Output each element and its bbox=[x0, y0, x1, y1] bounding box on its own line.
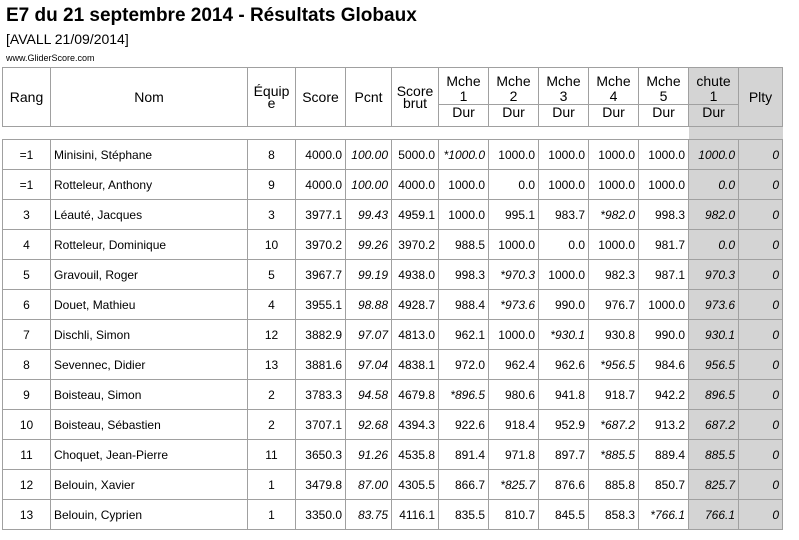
cell-mche-4: 982.3 bbox=[589, 260, 639, 290]
cell-nom: Minisini, Stéphane bbox=[51, 140, 248, 170]
cell-mche-3: 952.9 bbox=[539, 410, 589, 440]
cell-plty: 0 bbox=[739, 320, 783, 350]
cell-pcnt: 99.26 bbox=[346, 230, 392, 260]
cell-score-brut: 3970.2 bbox=[392, 230, 439, 260]
cell-mche-5: 1000.0 bbox=[639, 140, 689, 170]
cell-mche-5: 981.7 bbox=[639, 230, 689, 260]
cell-score-brut: 4394.3 bbox=[392, 410, 439, 440]
cell-equipe: 9 bbox=[248, 170, 296, 200]
cell-mche-3: 941.8 bbox=[539, 380, 589, 410]
cell-mche-1: *896.5 bbox=[439, 380, 489, 410]
cell-mche-4: 918.7 bbox=[589, 380, 639, 410]
cell-nom: Boisteau, Simon bbox=[51, 380, 248, 410]
cell-score: 3650.3 bbox=[296, 440, 346, 470]
table-row bbox=[3, 170, 783, 200]
cell-chute-1: 766.1 bbox=[689, 500, 739, 530]
cell-equipe: 2 bbox=[248, 410, 296, 440]
cell-mche-2: 971.8 bbox=[489, 440, 539, 470]
col-header-mche-4: Mche 4 Dur bbox=[589, 68, 639, 127]
col-header-mche-2: Mche 2 Dur bbox=[489, 68, 539, 127]
cell-score: 3783.3 bbox=[296, 380, 346, 410]
col-header-chute-1: chute 1 Dur bbox=[689, 68, 739, 127]
col-header-nom: Nom bbox=[51, 68, 248, 127]
cell-mche-3: 1000.0 bbox=[539, 170, 589, 200]
cell-mche-1: 1000.0 bbox=[439, 200, 489, 230]
cell-mche-3: 845.5 bbox=[539, 500, 589, 530]
cell-plty: 0 bbox=[739, 350, 783, 380]
cell-mche-3: 983.7 bbox=[539, 200, 589, 230]
cell-plty: 0 bbox=[739, 260, 783, 290]
cell-mche-5: 1000.0 bbox=[639, 170, 689, 200]
site-url: www.GliderScore.com bbox=[6, 53, 95, 63]
cell-rang: =1 bbox=[3, 140, 51, 170]
table-row bbox=[3, 410, 783, 440]
cell-nom: Choquet, Jean-Pierre bbox=[51, 440, 248, 470]
col-header-score: Score bbox=[296, 68, 346, 127]
cell-nom: Douet, Mathieu bbox=[51, 290, 248, 320]
cell-score-brut: 4000.0 bbox=[392, 170, 439, 200]
cell-mche-5: 942.2 bbox=[639, 380, 689, 410]
spacer-row bbox=[3, 127, 783, 140]
cell-mche-1: 1000.0 bbox=[439, 170, 489, 200]
cell-pcnt: 92.68 bbox=[346, 410, 392, 440]
col-header-mche-5: Mche 5 Dur bbox=[639, 68, 689, 127]
cell-chute-1: 973.6 bbox=[689, 290, 739, 320]
cell-pcnt: 99.43 bbox=[346, 200, 392, 230]
cell-mche-2: *970.3 bbox=[489, 260, 539, 290]
cell-mche-5: 913.2 bbox=[639, 410, 689, 440]
cell-mche-4: 930.8 bbox=[589, 320, 639, 350]
cell-pcnt: 97.07 bbox=[346, 320, 392, 350]
cell-plty: 0 bbox=[739, 290, 783, 320]
col-header-plty: Plty bbox=[739, 68, 783, 127]
cell-rang: 12 bbox=[3, 470, 51, 500]
cell-mche-4: *885.5 bbox=[589, 440, 639, 470]
cell-plty: 0 bbox=[739, 500, 783, 530]
cell-equipe: 1 bbox=[248, 470, 296, 500]
cell-mche-4: 976.7 bbox=[589, 290, 639, 320]
cell-mche-4: *982.0 bbox=[589, 200, 639, 230]
cell-equipe: 2 bbox=[248, 380, 296, 410]
cell-mche-1: 922.6 bbox=[439, 410, 489, 440]
cell-mche-1: 998.3 bbox=[439, 260, 489, 290]
col-header-mche-3: Mche 3 Dur bbox=[539, 68, 589, 127]
cell-equipe: 13 bbox=[248, 350, 296, 380]
table-row bbox=[3, 140, 783, 170]
table-header-row bbox=[3, 68, 783, 127]
cell-nom: Belouin, Xavier bbox=[51, 470, 248, 500]
cell-plty: 0 bbox=[739, 200, 783, 230]
cell-mche-3: *930.1 bbox=[539, 320, 589, 350]
cell-chute-1: 982.0 bbox=[689, 200, 739, 230]
cell-rang: 7 bbox=[3, 320, 51, 350]
cell-chute-1: 970.3 bbox=[689, 260, 739, 290]
cell-mche-1: 891.4 bbox=[439, 440, 489, 470]
cell-equipe: 3 bbox=[248, 200, 296, 230]
cell-score-brut: 4305.5 bbox=[392, 470, 439, 500]
event-code: [AVALL 21/09/2014] bbox=[6, 31, 129, 47]
cell-nom: Belouin, Cyprien bbox=[51, 500, 248, 530]
cell-mche-3: 876.6 bbox=[539, 470, 589, 500]
cell-pcnt: 100.00 bbox=[346, 140, 392, 170]
table-row bbox=[3, 500, 783, 530]
cell-score-brut: 5000.0 bbox=[392, 140, 439, 170]
cell-equipe: 12 bbox=[248, 320, 296, 350]
table-row bbox=[3, 290, 783, 320]
cell-score: 3977.1 bbox=[296, 200, 346, 230]
cell-rang: 9 bbox=[3, 380, 51, 410]
cell-pcnt: 98.88 bbox=[346, 290, 392, 320]
cell-score-brut: 4679.8 bbox=[392, 380, 439, 410]
col-header-equipe: Équipe bbox=[248, 68, 296, 127]
cell-mche-5: 984.6 bbox=[639, 350, 689, 380]
cell-equipe: 10 bbox=[248, 230, 296, 260]
cell-plty: 0 bbox=[739, 440, 783, 470]
cell-nom: Gravouil, Roger bbox=[51, 260, 248, 290]
cell-score: 3881.6 bbox=[296, 350, 346, 380]
col-header-mche-1: Mche 1 Dur bbox=[439, 68, 489, 127]
table-row bbox=[3, 200, 783, 230]
cell-mche-2: 918.4 bbox=[489, 410, 539, 440]
cell-chute-1: 896.5 bbox=[689, 380, 739, 410]
cell-mche-4: 858.3 bbox=[589, 500, 639, 530]
cell-rang: 10 bbox=[3, 410, 51, 440]
cell-chute-1: 687.2 bbox=[689, 410, 739, 440]
cell-mche-5: 1000.0 bbox=[639, 290, 689, 320]
cell-score: 3350.0 bbox=[296, 500, 346, 530]
cell-mche-4: *956.5 bbox=[589, 350, 639, 380]
cell-mche-5: 889.4 bbox=[639, 440, 689, 470]
cell-pcnt: 83.75 bbox=[346, 500, 392, 530]
cell-mche-1: 866.7 bbox=[439, 470, 489, 500]
cell-chute-1: 1000.0 bbox=[689, 140, 739, 170]
cell-mche-2: 995.1 bbox=[489, 200, 539, 230]
cell-chute-1: 930.1 bbox=[689, 320, 739, 350]
cell-mche-1: 988.5 bbox=[439, 230, 489, 260]
cell-mche-2: 810.7 bbox=[489, 500, 539, 530]
cell-mche-3: 990.0 bbox=[539, 290, 589, 320]
cell-mche-4: 1000.0 bbox=[589, 170, 639, 200]
cell-score: 3955.1 bbox=[296, 290, 346, 320]
cell-score: 4000.0 bbox=[296, 140, 346, 170]
cell-mche-2: *973.6 bbox=[489, 290, 539, 320]
cell-rang: 6 bbox=[3, 290, 51, 320]
cell-score: 3967.7 bbox=[296, 260, 346, 290]
cell-nom: Sevennec, Didier bbox=[51, 350, 248, 380]
cell-nom: Dischli, Simon bbox=[51, 320, 248, 350]
cell-nom: Rotteleur, Dominique bbox=[51, 230, 248, 260]
cell-score-brut: 4938.0 bbox=[392, 260, 439, 290]
cell-mche-3: 1000.0 bbox=[539, 260, 589, 290]
cell-plty: 0 bbox=[739, 230, 783, 260]
cell-rang: =1 bbox=[3, 170, 51, 200]
cell-equipe: 11 bbox=[248, 440, 296, 470]
cell-rang: 3 bbox=[3, 200, 51, 230]
cell-score-brut: 4928.7 bbox=[392, 290, 439, 320]
cell-equipe: 1 bbox=[248, 500, 296, 530]
cell-mche-4: 1000.0 bbox=[589, 140, 639, 170]
cell-score-brut: 4838.1 bbox=[392, 350, 439, 380]
table-row bbox=[3, 380, 783, 410]
cell-rang: 8 bbox=[3, 350, 51, 380]
cell-chute-1: 825.7 bbox=[689, 470, 739, 500]
cell-score: 3970.2 bbox=[296, 230, 346, 260]
cell-score-brut: 4959.1 bbox=[392, 200, 439, 230]
cell-equipe: 5 bbox=[248, 260, 296, 290]
cell-pcnt: 94.58 bbox=[346, 380, 392, 410]
cell-equipe: 8 bbox=[248, 140, 296, 170]
cell-score: 3479.8 bbox=[296, 470, 346, 500]
cell-mche-1: 835.5 bbox=[439, 500, 489, 530]
cell-equipe: 4 bbox=[248, 290, 296, 320]
cell-score-brut: 4535.8 bbox=[392, 440, 439, 470]
cell-plty: 0 bbox=[739, 410, 783, 440]
cell-mche-2: 1000.0 bbox=[489, 230, 539, 260]
table-row bbox=[3, 350, 783, 380]
cell-chute-1: 956.5 bbox=[689, 350, 739, 380]
cell-mche-4: 885.8 bbox=[589, 470, 639, 500]
cell-chute-1: 0.0 bbox=[689, 170, 739, 200]
table-row bbox=[3, 440, 783, 470]
cell-mche-2: 0.0 bbox=[489, 170, 539, 200]
cell-plty: 0 bbox=[739, 170, 783, 200]
cell-mche-5: *766.1 bbox=[639, 500, 689, 530]
cell-chute-1: 0.0 bbox=[689, 230, 739, 260]
cell-score: 4000.0 bbox=[296, 170, 346, 200]
table-row bbox=[3, 260, 783, 290]
cell-plty: 0 bbox=[739, 470, 783, 500]
cell-mche-3: 897.7 bbox=[539, 440, 589, 470]
cell-pcnt: 100.00 bbox=[346, 170, 392, 200]
cell-rang: 11 bbox=[3, 440, 51, 470]
cell-mche-5: 850.7 bbox=[639, 470, 689, 500]
cell-rang: 5 bbox=[3, 260, 51, 290]
table-row bbox=[3, 230, 783, 260]
cell-score-brut: 4813.0 bbox=[392, 320, 439, 350]
cell-mche-3: 962.6 bbox=[539, 350, 589, 380]
cell-rang: 13 bbox=[3, 500, 51, 530]
cell-mche-2: *825.7 bbox=[489, 470, 539, 500]
cell-chute-1: 885.5 bbox=[689, 440, 739, 470]
cell-pcnt: 99.19 bbox=[346, 260, 392, 290]
cell-nom: Léauté, Jacques bbox=[51, 200, 248, 230]
cell-mche-1: 988.4 bbox=[439, 290, 489, 320]
cell-mche-1: 962.1 bbox=[439, 320, 489, 350]
col-header-pcnt: Pcnt bbox=[346, 68, 392, 127]
cell-mche-5: 998.3 bbox=[639, 200, 689, 230]
cell-mche-4: 1000.0 bbox=[589, 230, 639, 260]
col-header-score-brut: Score brut bbox=[392, 68, 439, 127]
page-title: E7 du 21 septembre 2014 - Résultats Globaux bbox=[6, 5, 417, 26]
cell-mche-2: 1000.0 bbox=[489, 320, 539, 350]
cell-score: 3882.9 bbox=[296, 320, 346, 350]
cell-mche-2: 980.6 bbox=[489, 380, 539, 410]
table-row bbox=[3, 470, 783, 500]
cell-pcnt: 97.04 bbox=[346, 350, 392, 380]
results-table bbox=[2, 67, 783, 530]
cell-mche-2: 962.4 bbox=[489, 350, 539, 380]
cell-mche-3: 1000.0 bbox=[539, 140, 589, 170]
cell-pcnt: 91.26 bbox=[346, 440, 392, 470]
cell-mche-4: *687.2 bbox=[589, 410, 639, 440]
cell-pcnt: 87.00 bbox=[346, 470, 392, 500]
cell-score: 3707.1 bbox=[296, 410, 346, 440]
cell-mche-1: *1000.0 bbox=[439, 140, 489, 170]
cell-rang: 4 bbox=[3, 230, 51, 260]
cell-nom: Rotteleur, Anthony bbox=[51, 170, 248, 200]
col-header-rang: Rang bbox=[3, 68, 51, 127]
cell-mche-3: 0.0 bbox=[539, 230, 589, 260]
cell-mche-2: 1000.0 bbox=[489, 140, 539, 170]
cell-mche-1: 972.0 bbox=[439, 350, 489, 380]
cell-mche-5: 990.0 bbox=[639, 320, 689, 350]
cell-nom: Boisteau, Sébastien bbox=[51, 410, 248, 440]
cell-mche-5: 987.1 bbox=[639, 260, 689, 290]
cell-score-brut: 4116.1 bbox=[392, 500, 439, 530]
cell-plty: 0 bbox=[739, 140, 783, 170]
table-row bbox=[3, 320, 783, 350]
cell-plty: 0 bbox=[739, 380, 783, 410]
